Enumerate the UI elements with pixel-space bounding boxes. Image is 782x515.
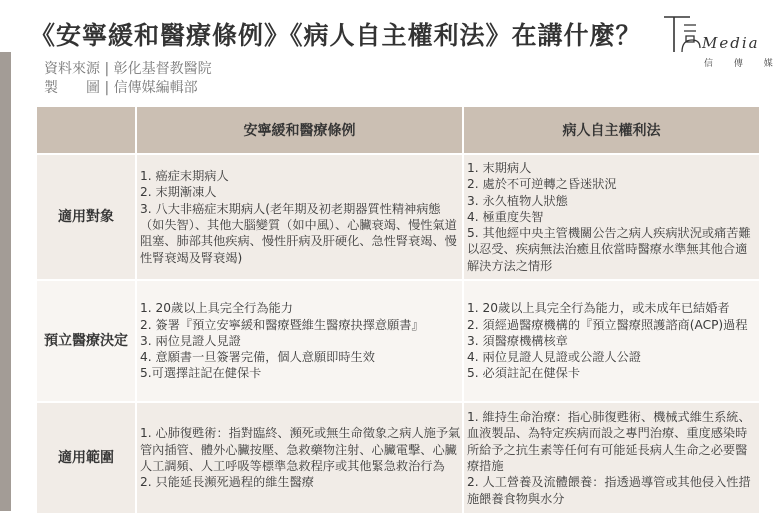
cell-line: 1. 20歲以上具完全行為能力，或未成年已結婚者 [467, 301, 730, 316]
maker-line: 製 圖 | 信傳媒編輯部 [44, 80, 198, 96]
source-line: 資料來源 | 彰化基督教醫院 [44, 61, 212, 77]
cell-line: 3. 八大非癌症末期病人(老年期及初老期器質性精神病態（如失智）、其他大腦變質（如中風）、心臟衰竭、慢性氣道阻塞、肺部其他疾病、慢性肝病及肝硬化、急性腎衰竭、慢性腎衰竭及腎衰竭) [140, 201, 457, 265]
table-cell [463, 280, 760, 402]
table-cell [136, 154, 463, 280]
cell-line: 4. 兩位見證人見證或公證人公證 [467, 350, 641, 365]
cell-line: 2. 末期漸凍人 [140, 185, 217, 200]
row-label: 預立醫療決定 [37, 280, 136, 402]
table-row [37, 280, 760, 402]
logo-word: Media [702, 34, 760, 52]
header-blank [37, 107, 136, 154]
cell-line: 1. 末期病人 [467, 160, 532, 175]
cell-line: 5.可選擇註記在健保卡 [140, 366, 262, 381]
cell-line: 5. 其他經中央主管機關公告之病人疾病狀況或痛苦難以忍受、疾病無法治癒且依當時醫療水準無其他合適解決方法之情形 [467, 226, 751, 273]
table-cell [463, 402, 760, 514]
side-accent-bar [0, 52, 11, 511]
table-cell [136, 280, 463, 402]
cell-line: 4. 意願書一旦簽署完備，個人意願即時生效 [140, 350, 375, 365]
page-title: 《安寧緩和醫療條例》《病人自主權利法》在講什麼？ [30, 21, 642, 50]
cell-line: 1. 20歲以上具完全行為能力 [140, 301, 293, 316]
table-cell [463, 154, 760, 280]
cell-line: 2. 只能延長瀕死過程的維生醫療 [140, 475, 314, 490]
cell-line: 4. 極重度失智 [467, 209, 544, 224]
cell-line: 3. 永久植物人狀態 [467, 193, 568, 208]
cell-line: 1. 心肺復甦術：指對臨終、瀕死或無生命徵象之病人施予氣管內插管、體外心臟按壓、急救藥物注射、心臟電擊、心臟人工調頻、人工呼吸等標準急救程序或其他緊急救治行為 [140, 426, 461, 473]
cell-line: 2. 處於不可逆轉之昏迷狀況 [467, 177, 617, 192]
cell-line: 2. 簽署『預立安寧緩和醫療暨維生醫療抉擇意願書』 [140, 317, 424, 332]
media-logo [658, 14, 782, 69]
source-credits [44, 60, 212, 98]
table-header-row [37, 107, 760, 154]
cell-line: 2. 人工營養及流體餵養：指透過導管或其他侵入性措施餵養食物與水分 [467, 475, 751, 506]
table-row [37, 154, 760, 280]
comparison-table [37, 107, 761, 515]
table-row [37, 402, 760, 514]
table-cell [136, 402, 463, 514]
cell-line: 3. 須醫療機構核章 [467, 333, 568, 348]
cell-line: 1. 癌症末期病人 [140, 169, 229, 184]
logo-subtitle: 信 傳 媒 [704, 59, 782, 69]
header-patient-autonomy-act: 病人自主權利法 [463, 107, 760, 154]
cell-line: 3. 兩位見證人見證 [140, 333, 241, 348]
cell-line: 5. 必須註記在健保卡 [467, 366, 581, 381]
logo-mark-icon [660, 14, 700, 54]
cell-line: 2. 須經過醫療機構的『預立醫療照護諮商(ACP)過程 [467, 317, 748, 332]
row-label: 適用對象 [37, 154, 136, 280]
row-label: 適用範圍 [37, 402, 136, 514]
cell-line: 1. 維持生命治療：指心肺復甦術、機械式維生系統、血液製品、為特定疾病而設之專門治療、重度感染時所給予之抗生素等任何有可能延長病人生命之必要醫療措施 [467, 410, 751, 473]
header-hospice-act: 安寧緩和醫療條例 [136, 107, 463, 154]
